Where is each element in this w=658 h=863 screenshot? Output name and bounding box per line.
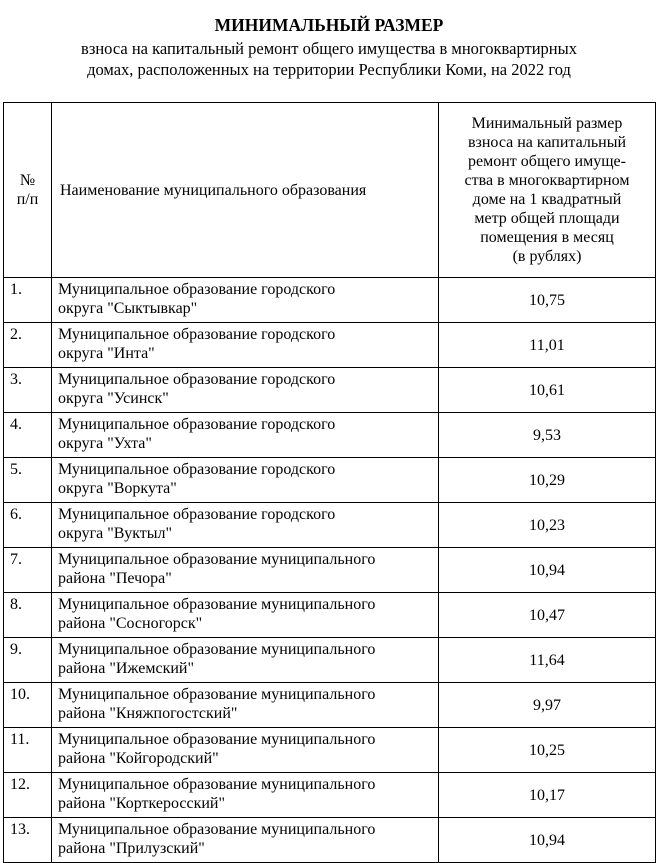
municipality-name-line-2: района "Сосногорск" — [58, 615, 203, 632]
min-contribution-value: 10,23 — [439, 503, 656, 548]
row-number: 5. — [4, 458, 52, 503]
row-number: 12. — [4, 773, 52, 818]
table-row — [4, 323, 656, 368]
contribution-table — [3, 102, 656, 863]
header-value-line: доме на 1 квадратный — [472, 191, 622, 208]
municipality-name — [52, 278, 439, 323]
min-contribution-value: 10,75 — [439, 278, 656, 323]
municipality-name — [52, 638, 439, 683]
municipality-name-line-1: Муниципальное образование муниципального — [58, 731, 376, 748]
row-number: 8. — [4, 593, 52, 638]
header-value-line: (в рублях) — [512, 248, 582, 265]
header-number-abbr: п/п — [16, 191, 39, 208]
municipality-name — [52, 818, 439, 863]
row-number: 3. — [4, 368, 52, 413]
municipality-name — [52, 458, 439, 503]
table-row — [4, 503, 656, 548]
table-row — [4, 593, 656, 638]
municipality-name-line-1: Муниципальное образование городского — [58, 416, 336, 433]
table-row — [4, 413, 656, 458]
table-row — [4, 773, 656, 818]
header-municipality: Наименование муниципального образования — [52, 103, 439, 278]
municipality-name-line-1: Муниципальное образование городского — [58, 371, 336, 388]
header-number-symbol: № — [19, 172, 36, 189]
municipality-name-line-1: Муниципальное образование муниципального — [58, 821, 376, 838]
row-number: 13. — [4, 818, 52, 863]
municipality-name-line-1: Муниципальное образование городского — [58, 326, 336, 343]
min-contribution-value: 11,64 — [439, 638, 656, 683]
municipality-name — [52, 593, 439, 638]
municipality-name-line-2: округа "Инта" — [58, 345, 155, 362]
row-number: 10. — [4, 683, 52, 728]
table-header-row — [4, 103, 656, 278]
municipality-name-line-1: Муниципальное образование муниципального — [58, 596, 376, 613]
municipality-name — [52, 683, 439, 728]
row-number: 2. — [4, 323, 52, 368]
municipality-name — [52, 773, 439, 818]
municipality-name-line-2: округа "Сыктывкар" — [58, 300, 198, 317]
min-contribution-value: 10,29 — [439, 458, 656, 503]
municipality-name-line-1: Муниципальное образование муниципального — [58, 641, 376, 658]
min-contribution-value: 10,17 — [439, 773, 656, 818]
municipality-name-line-2: района "Ижемский" — [58, 660, 195, 677]
table-row — [4, 683, 656, 728]
row-number: 6. — [4, 503, 52, 548]
header-min-contribution — [439, 103, 656, 278]
municipality-name — [52, 368, 439, 413]
subtitle-line-1: взноса на капитальный ремонт общего имущества в многоквартирных — [81, 39, 577, 58]
municipality-name — [52, 728, 439, 773]
header-value-line: взноса на капитальный — [467, 134, 627, 151]
municipality-name-line-2: округа "Воркута" — [58, 480, 177, 497]
row-number: 1. — [4, 278, 52, 323]
row-number: 7. — [4, 548, 52, 593]
min-contribution-value: 9,53 — [439, 413, 656, 458]
municipality-name — [52, 413, 439, 458]
row-number: 4. — [4, 413, 52, 458]
municipality-name-line-2: района "Прилузский" — [58, 840, 205, 857]
min-contribution-value: 10,25 — [439, 728, 656, 773]
row-number: 11. — [4, 728, 52, 773]
table-row — [4, 638, 656, 683]
table-row — [4, 368, 656, 413]
municipality-name-line-1: Муниципальное образование городского — [58, 506, 336, 523]
header-value-line: метр общей площади — [474, 210, 620, 227]
table-row — [4, 818, 656, 863]
min-contribution-value: 10,94 — [439, 818, 656, 863]
table-row — [4, 548, 656, 593]
table-row — [4, 728, 656, 773]
min-contribution-value: 10,61 — [439, 368, 656, 413]
header-number — [4, 103, 52, 278]
municipality-name-line-2: района "Печора" — [58, 570, 172, 587]
min-contribution-value: 11,01 — [439, 323, 656, 368]
municipality-name-line-2: района "Койгородский" — [58, 750, 219, 767]
min-contribution-value: 10,47 — [439, 593, 656, 638]
municipality-name-line-2: округа "Усинск" — [58, 390, 169, 407]
municipality-name-line-2: округа "Вуктыл" — [58, 525, 173, 542]
header-value-line: ремонт общего имуще- — [468, 153, 626, 170]
municipality-name-line-2: района "Княжпогостский" — [58, 705, 238, 722]
municipality-name — [52, 503, 439, 548]
header-value-line: ства в многоквартирном — [464, 172, 630, 189]
municipality-name-line-1: Муниципальное образование муниципального — [58, 686, 376, 703]
municipality-name — [52, 323, 439, 368]
municipality-name — [52, 548, 439, 593]
table-row — [4, 458, 656, 503]
row-number: 9. — [4, 638, 52, 683]
municipality-name-line-1: Муниципальное образование муниципального — [58, 776, 376, 793]
municipality-name-line-2: района "Корткеросский" — [58, 795, 226, 812]
min-contribution-value: 9,97 — [439, 683, 656, 728]
municipality-name-line-1: Муниципальное образование городского — [58, 461, 336, 478]
min-contribution-value: 10,94 — [439, 548, 656, 593]
table-row — [4, 278, 656, 323]
header-value-line: Минимальный размер — [471, 115, 623, 132]
subtitle-line-2: домах, расположенных на территории Республики Коми, на 2022 год — [87, 60, 571, 79]
municipality-name-line-2: округа "Ухта" — [58, 435, 152, 452]
header-value-line: помещения в месяц — [480, 229, 614, 246]
municipality-name-line-1: Муниципальное образование городского — [58, 281, 336, 298]
municipality-name-line-1: Муниципальное образование муниципального — [58, 551, 376, 568]
document-title: МИНИМАЛЬНЫЙ РАЗМЕР — [214, 15, 444, 35]
document-subtitle — [0, 38, 658, 80]
